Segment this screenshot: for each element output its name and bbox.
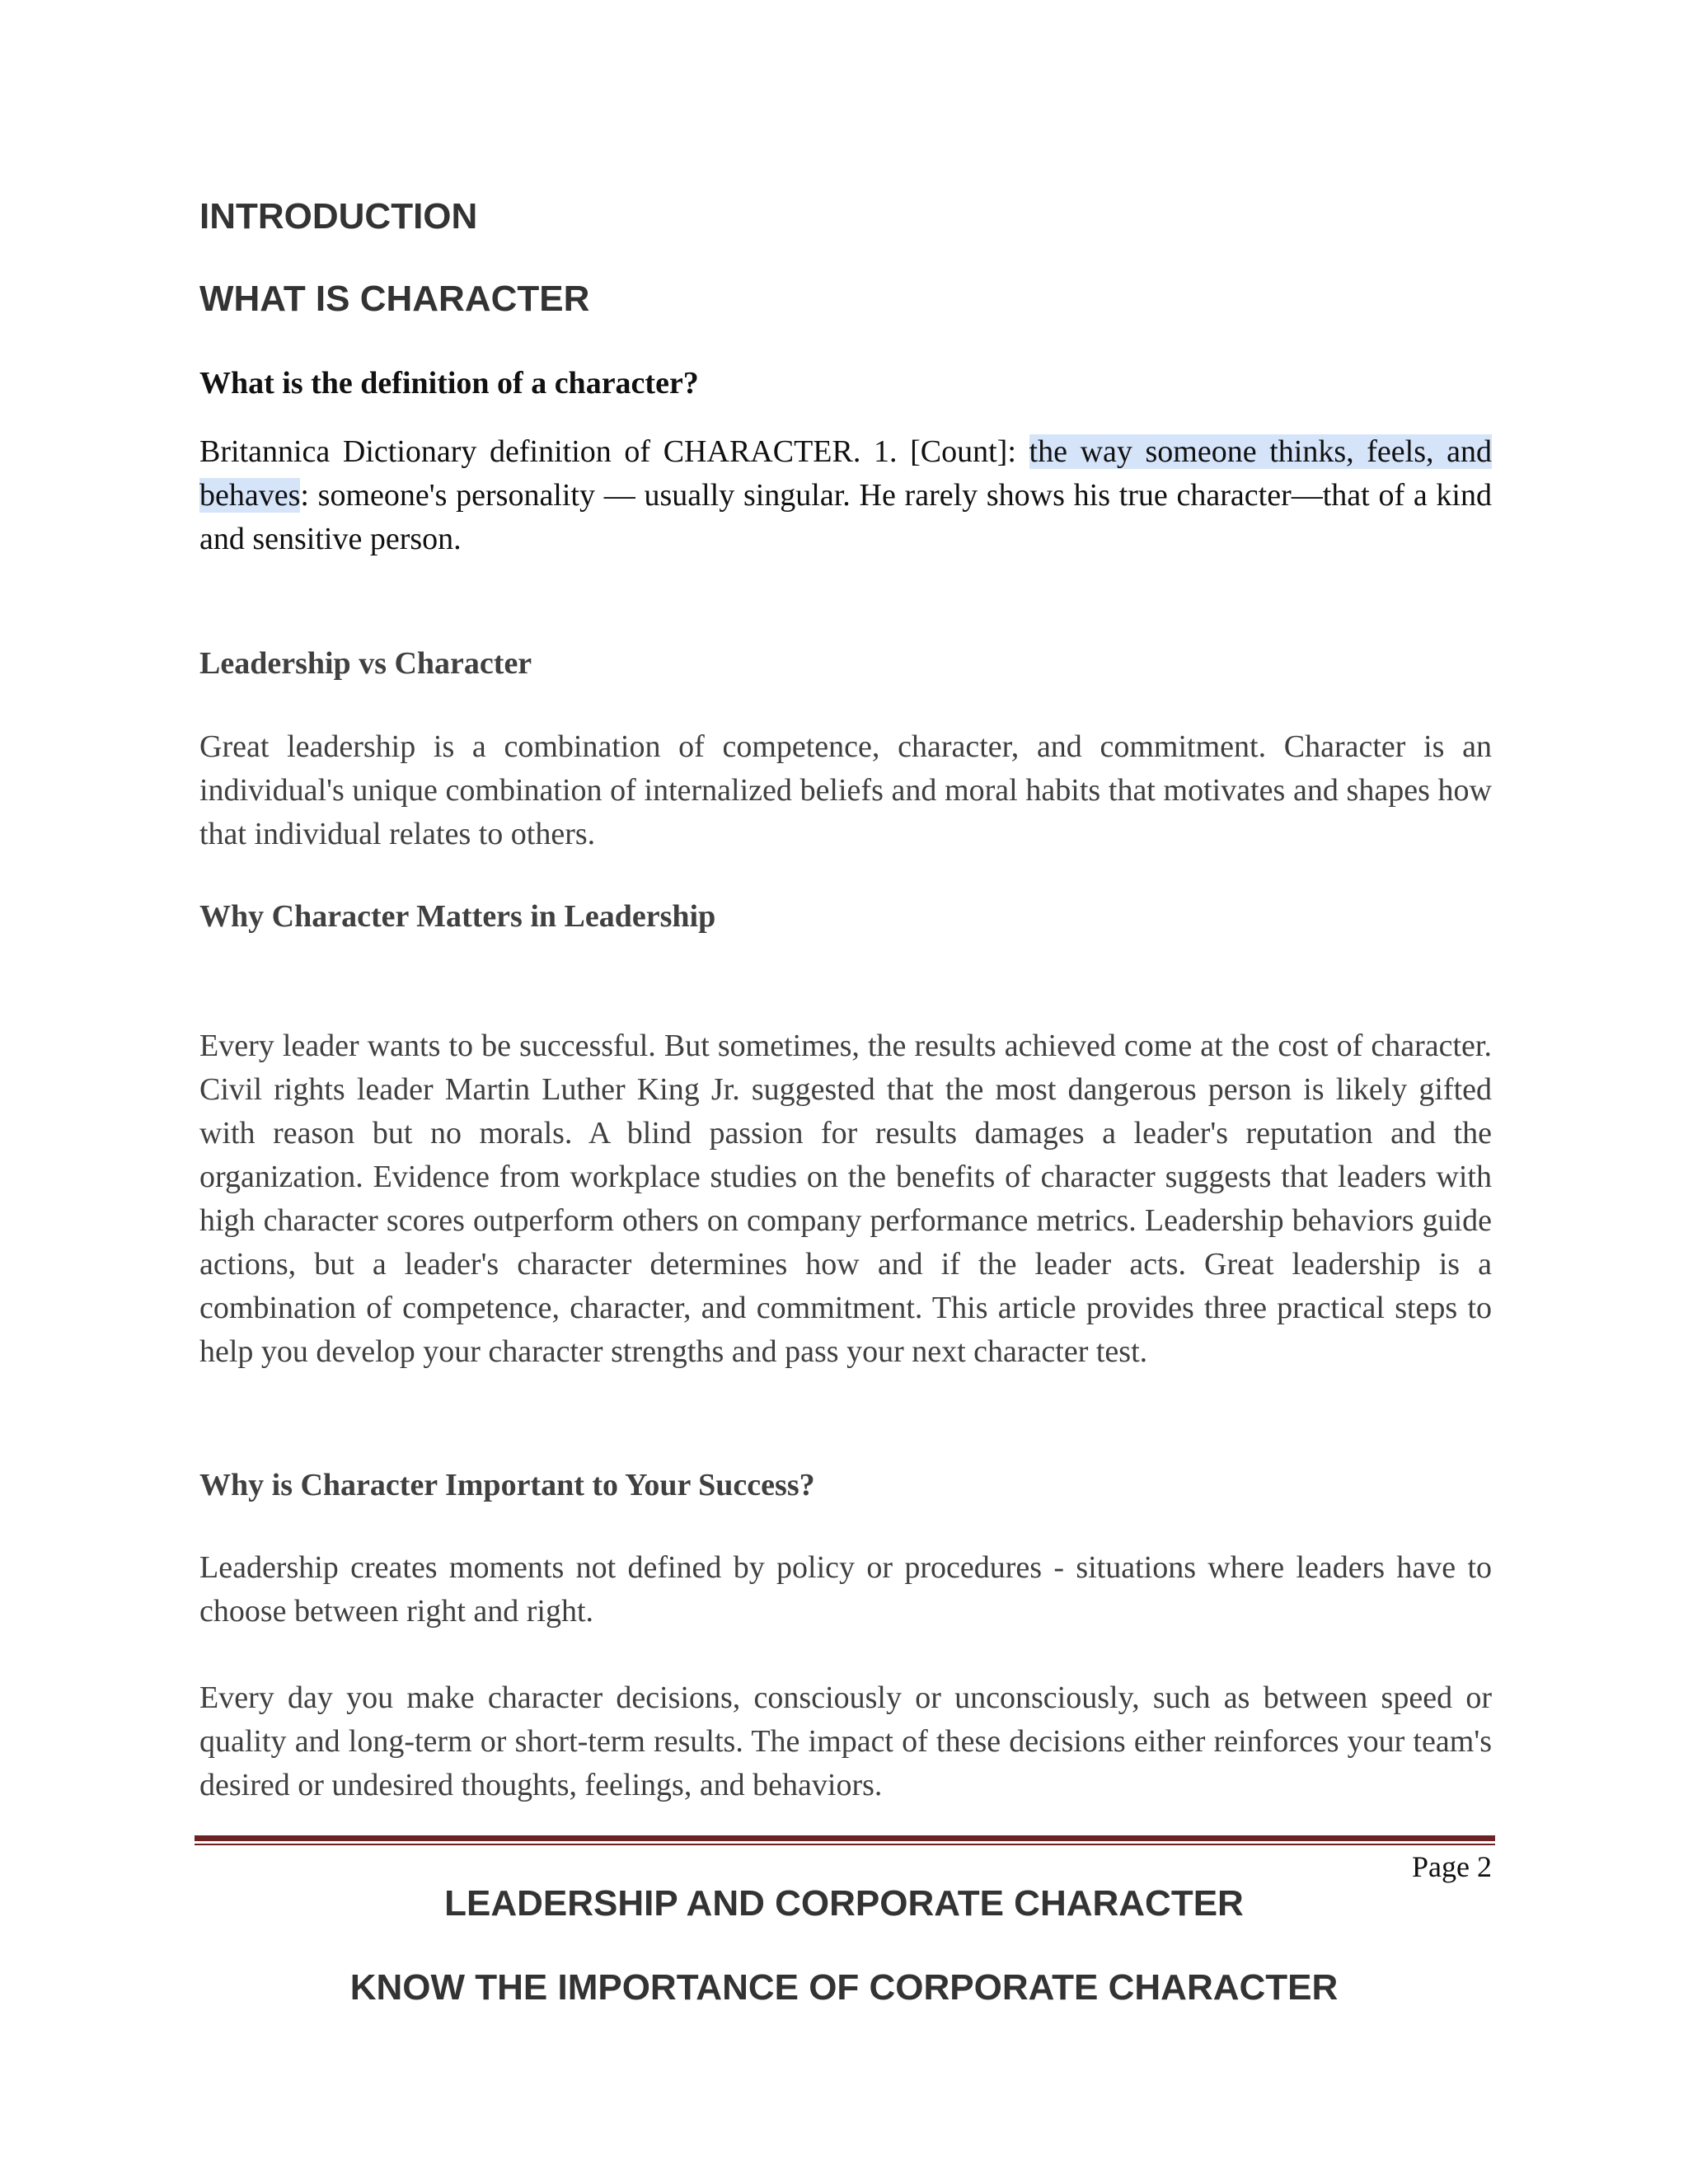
heading-why-character-matters: Why Character Matters in Leadership [199,899,716,934]
next-page-title: LEADERSHIP AND CORPORATE CHARACTER [444,1883,1244,1924]
why-important-paragraph-1: Leadership creates moments not defined by policy or procedures - situations where leaders have to choose between right and right. [199,1550,1492,1629]
leadership-vs-paragraph: Great leadership is a combination of competence, character, and commitment. Character is an individual's unique combination of internalized beliefs and moral habits that motivates and shapes how that individual relates to others. [199,729,1492,851]
heading-leadership-vs-character: Leadership vs Character [199,646,532,681]
next-page-subtitle: KNOW THE IMPORTANCE OF CORPORATE CHARACTER [349,1967,1339,2008]
definition-question: What is the definition of a character? [199,366,699,401]
highlighted-text: the way someone thinks, feels, and behaves [199,434,1492,513]
why-important-paragraph-2: Every day you make character decisions, consciously or unconsciously, such as between speed or quality and long-term or short-term results. The impact of these decisions either reinforces your team's desired or undesired thoughts, feelings, and behaviors. [199,1680,1492,1802]
footer-divider-thick [195,1835,1495,1841]
definition-text-after: : someone's personality — usually singular. He rarely shows his true character—that of a kind and sensitive person. [199,478,1492,556]
heading-why-important: Why is Character Important to Your Success? [199,1468,815,1502]
heading-introduction: INTRODUCTION [199,196,478,237]
page-number: Page 2 [1412,1850,1492,1883]
footer-divider-thin [195,1844,1495,1845]
heading-what-is-character: WHAT IS CHARACTER [199,279,590,319]
why-matters-paragraph: Every leader wants to be successful. But sometimes, the results achieved come at the cost of character. Civil rights leader Martin Luther King Jr. suggested that the most dangerous person is likely gifted with reason but no morals. A blind passion for results damages a leader's reputation and the organization. Evidence from workplace studies on the benefits of character suggests that leaders with high character scores outperform others on company performance metrics. Leadership behaviors guide actions, but a leader's character determines how and if the leader acts. Great leadership is a combination of competence, character, and commitment. This article provides three practical steps to help you develop your character strengths and pass your next character test. [199,1029,1492,1369]
definition-text-before: Britannica Dictionary definition of CHARACTER. 1. [Count]: [199,434,1029,469]
definition-paragraph [199,430,1492,561]
